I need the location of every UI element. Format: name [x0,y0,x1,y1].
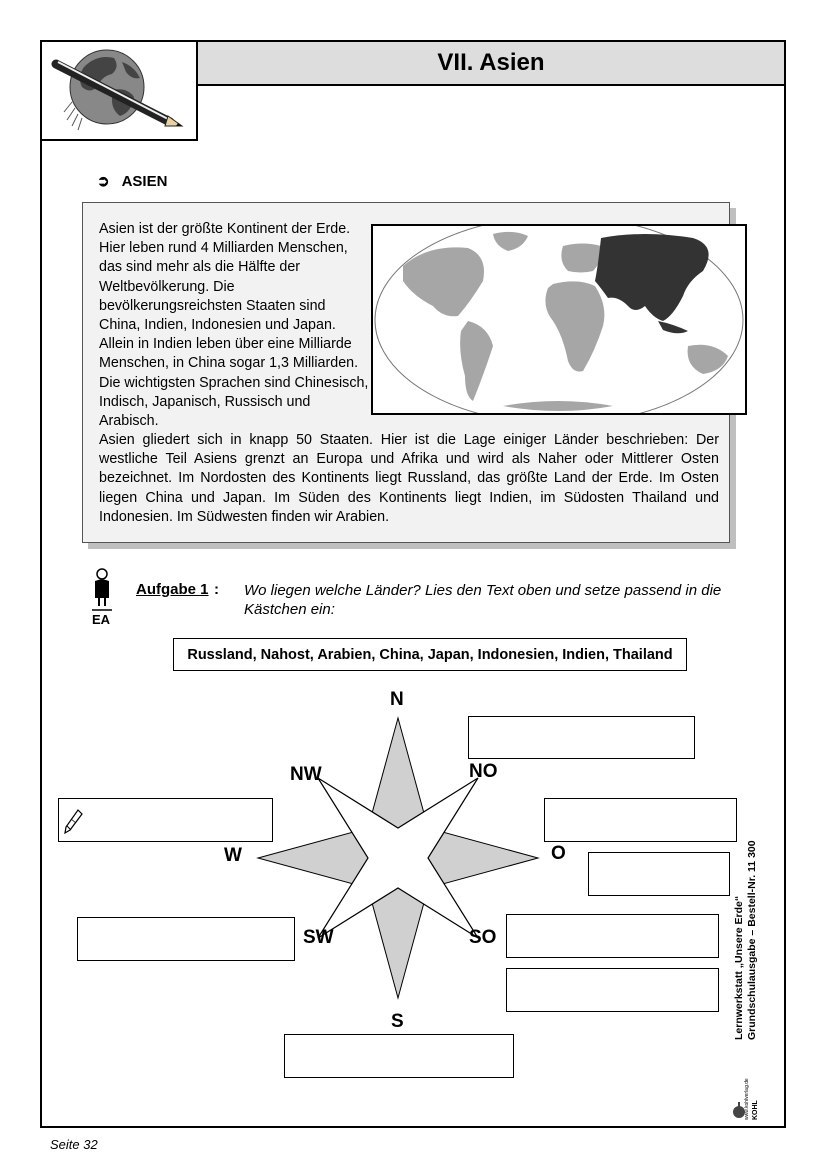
publisher-name: KOHL [752,1100,759,1120]
info-text-bottom: Asien gliedert sich in knapp 50 Staaten. Hier ist die Lage einiger Länder beschrieben: Der westliche Teil Asiens grenzt an Europa und Afrika und wird als Naher oder Mittlerer Osten bezeichnet. Im Nordosten des Kontinents liegt Russland, das größte Land der Erde. Im Osten liegen China und Japan. Im Süden des Kontinents liegt Indien, im Südosten Thailand und Indonesien. Im Südwesten finden wir Arabien. [99,432,719,525]
task-instruction: Wo liegen welche Länder? Lies den Text oben und setze passend in die Kästchen ein: [244,582,722,618]
page-title: VII. Asien [196,40,786,86]
page-number: Seite 32 [50,1137,98,1152]
answer-box-southwest[interactable] [77,917,295,961]
answer-box-east-1[interactable] [544,798,737,842]
work-form-label: EA [92,612,111,627]
task-label: Aufgabe 1 [136,581,209,598]
compass-label-northwest: NW [290,764,322,785]
student-icon [90,568,114,614]
globe-pencil-icon [40,40,198,141]
pencil-icon [63,809,83,840]
compass-label-south: S [391,1011,404,1032]
side-imprint [733,780,759,1040]
info-text-top: Asien ist der größte Kontinent der Erde. Hier leben rund 4 Milliarden Menschen, das sind mehr als die Hälfte der Weltbevölkerung. Die bevölkerungsreichsten Staaten sind China, Indien, Indonesien und Japan. Allein in Indien leben über eine Milliarde Menschen, in China sogar 1,3 Milliarden. Die wichtigsten Sprachen sind Chinesisch, Indisch, Japanisch, Russisch und Arabisch. [99,221,369,430]
compass-label-southeast: SO [469,927,497,948]
compass-label-northeast: NO [469,761,498,782]
answer-box-east-2[interactable] [588,852,730,896]
section-heading [97,172,167,190]
side-imprint-line2: Grundschulausgabe – Bestell-Nr. 11 300 [746,840,758,1040]
publisher-logo [730,1050,759,1120]
answer-box-southeast-2[interactable] [506,968,719,1012]
compass-label-east: O [551,843,566,864]
task-colon: : [214,581,219,598]
compass-label-west: W [224,845,242,866]
world-map [371,224,747,415]
arrow-bullet-icon: ➲ [97,173,110,190]
answer-box-south[interactable] [284,1034,514,1078]
section-heading-text: ASIEN [121,172,168,190]
compass-label-north: N [390,689,404,710]
compass-label-southwest: SW [303,927,334,948]
answer-box-northeast[interactable] [468,716,695,759]
publisher-website: www.kohlverlag.de [744,1078,750,1120]
answer-box-northwest[interactable] [58,798,273,842]
word-bank: Russland, Nahost, Arabien, China, Japan, Indonesien, Indien, Thailand [173,638,687,671]
answer-box-southeast-1[interactable] [506,914,719,958]
side-imprint-line1: Lernwerkstatt „Unsere Erde“ [733,895,745,1040]
